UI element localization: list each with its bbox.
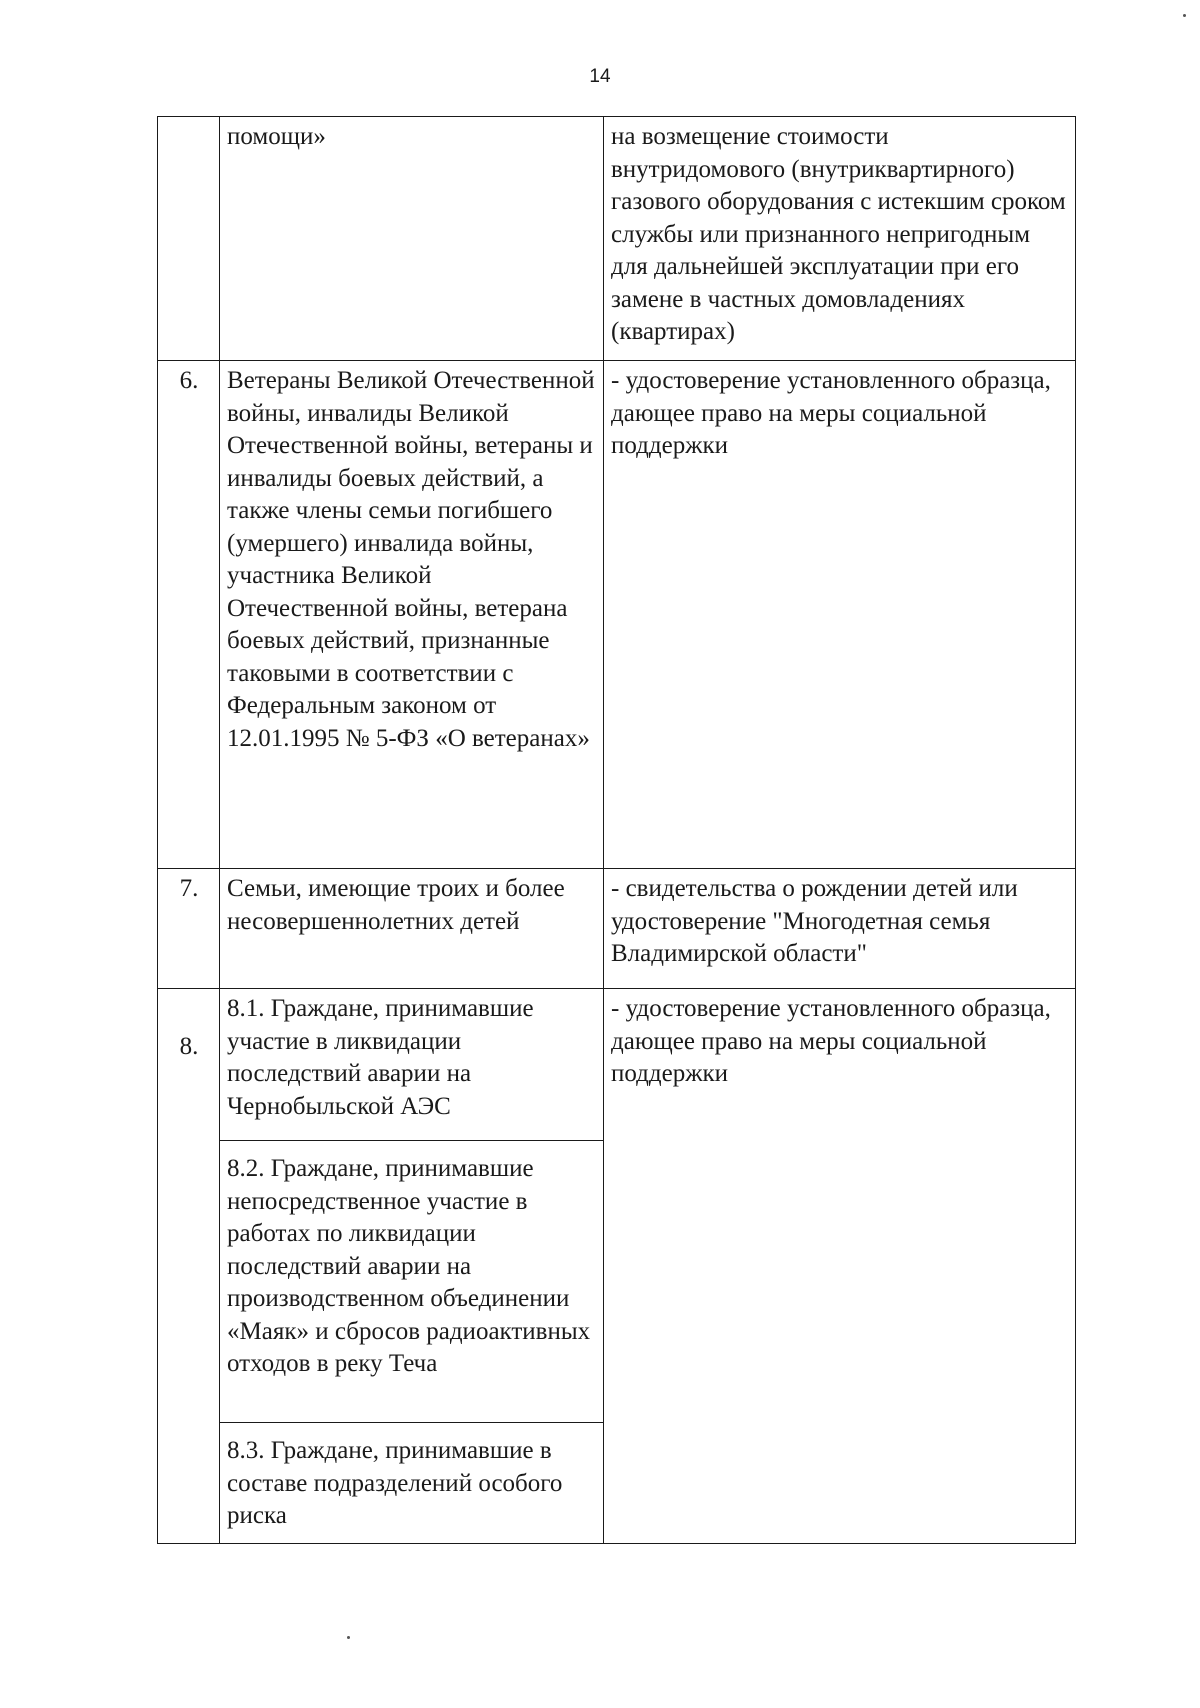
page-number: 14 [589,66,611,87]
row-number: 8. [158,989,220,1544]
table-row-7 [158,869,1076,989]
table-row-8-1 [158,989,1076,1141]
row-number: 7. [158,869,220,989]
subcategory-cell: 8.2. Граждане, принимавшие непосредственное участие в работах по ликвидации последствий аварии на производственном объединении «Маяк» и сбросов радиоактивных отходов в реку Теча [220,1141,604,1423]
scan-speck [1183,14,1186,17]
table-row-6 [158,361,1076,869]
benefits-table [157,116,1076,1544]
subcategory-cell: 8.3. Граждане, принимавшие в составе подразделений особого риска [220,1423,604,1544]
subcategory-cell: 8.1. Граждане, принимавшие участие в ликвидации последствий аварии на Чернобыльской АЭС [220,989,604,1141]
scan-speck [347,1636,350,1639]
category-cell: Ветераны Великой Отечественной войны, инвалиды Великой Отечественной войны, ветераны и инвалиды боевых действий, а также члены семьи погибшего (умершего) инвалида войны, участника Великой Отечественной войны, ветерана боевых действий, признанные таковыми в соответствии с Федеральным законом от 12.01.1995 № 5-ФЗ «О ветеранах» [220,361,604,869]
document-cell: - удостоверение установленного образца, дающее право на меры социальной поддержки [604,361,1076,869]
document-cell: на возмещение стоимости внутридомового (внутриквартирного) газового оборудования с истекшим сроком службы или признанного непригодным для дальнейшей эксплуатации при его замене в частных домовладениях (квартирах) [604,117,1076,361]
document-cell: - свидетельства о рождении детей или удостоверение "Многодетная семья Владимирской области" [604,869,1076,989]
category-cell: помощи» [220,117,604,361]
table-row-continuation [158,117,1076,361]
row-number: 6. [158,361,220,869]
document-cell: - удостоверение установленного образца, дающее право на меры социальной поддержки [604,989,1076,1544]
row-number-empty [158,117,220,361]
category-cell: Семьи, имеющие троих и более несовершеннолетних детей [220,869,604,989]
